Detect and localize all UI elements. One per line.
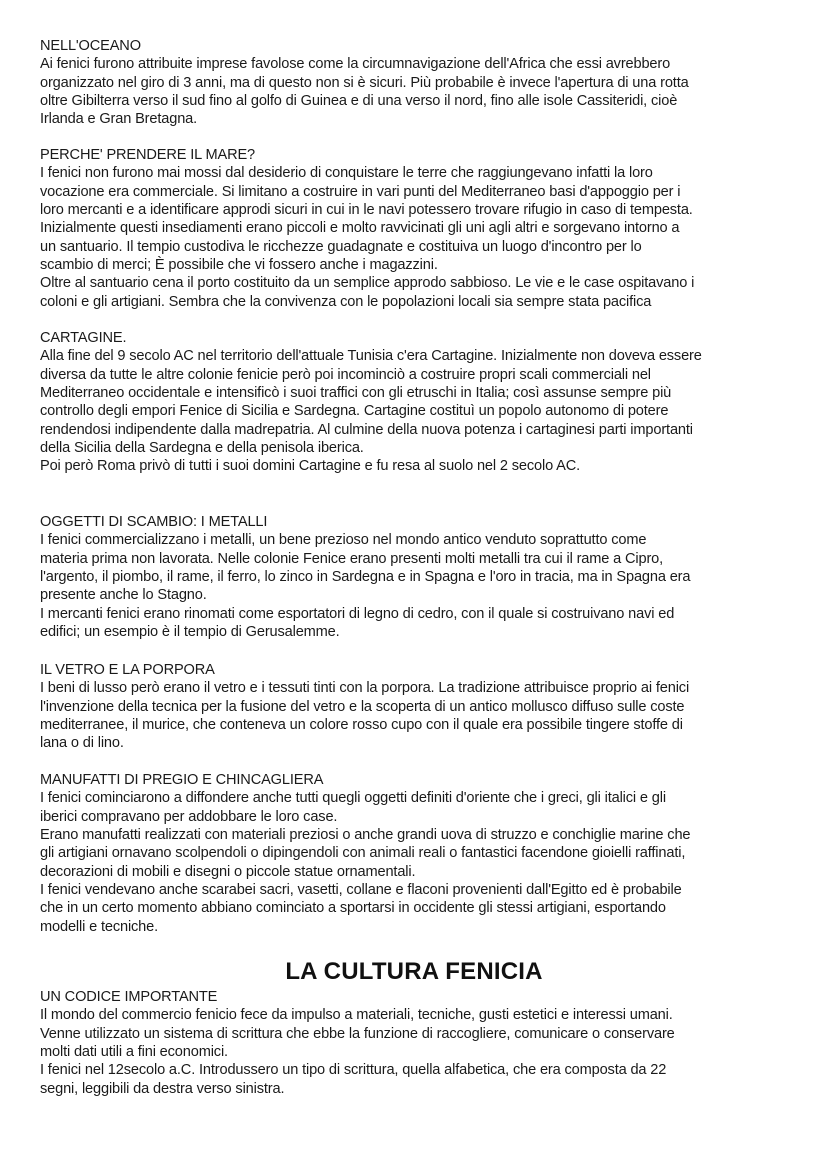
- section-perche-prendere-il-mare: [40, 146, 810, 311]
- section-heading: PERCHE' PRENDERE IL MARE?: [40, 147, 256, 163]
- paragraph-line: oltre Gibilterra verso il sud fino al golfo di Guinea e di una verso il nord, fino alle isole Cassiteridi, cioè: [40, 93, 678, 110]
- paragraph-line: l'argento, il piombo, il rame, il ferro, lo zinco in Sardegna e in Spagna e l'oro in tracia, ma in Spagna era: [40, 569, 691, 586]
- paragraph-line: I fenici cominciarono a diffondere anche tutti quegli oggetti definiti d'oriente che i greci, gli italici e gli: [40, 790, 666, 807]
- paragraph-line: controllo degli empori Fenice di Sicilia e Sardegna. Cartagine costituì un popolo autonomo di potere: [40, 403, 669, 420]
- paragraph-line: I beni di lusso però erano il vetro e i tessuti tinti con la porpora. La tradizione attribuisce proprio ai fenici: [40, 680, 690, 697]
- paragraph-line: Irlanda e Gran Bretagna.: [40, 111, 198, 128]
- paragraph-line: Il mondo del commercio fenicio fece da impulso a materiali, tecniche, gusti estetici e interessi umani.: [40, 1007, 673, 1024]
- paragraph-line: loro mercanti e a identificare approdi sicuri in cui in le navi potessero trovare rifugio in caso di tempesta.: [40, 202, 693, 219]
- paragraph-line: Ai fenici furono attribuite imprese favolose come la circumnavigazione dell'Africa che essi avrebbero: [40, 56, 671, 73]
- paragraph-line: diversa da tutte le altre colonie fenicie però poi incominciò a costruire propri scali commerciali nel: [40, 366, 651, 383]
- section-oggetti-di-scambio: [40, 513, 810, 641]
- paragraph-line: iberici compravano per addobbare le loro case.: [40, 808, 338, 825]
- section-nell-oceano: [40, 37, 810, 129]
- paragraph-line: che in un certo momento abbiano cominciato a sportarsi in occidente gli stessi artigiani, esportando: [40, 900, 666, 917]
- paragraph-line: Alla fine del 9 secolo AC nel territorio dell'attuale Tunisia c'era Cartagine. Inizialmente non doveva essere: [40, 348, 702, 365]
- main-title: LA CULTURA FENICIA: [285, 958, 543, 985]
- paragraph-line: segni, leggibili da destra verso sinistra.: [40, 1080, 285, 1097]
- paragraph-line: Poi però Roma privò di tutti i suoi domini Cartagine e fu resa al suolo nel 2 secolo AC.: [40, 458, 581, 475]
- paragraph-line: Oltre al santuario cena il porto costituito da un semplice approdo sabbioso. Le vie e le case ospitavano i: [40, 275, 695, 292]
- paragraph-line: della Sicilia della Sardegna e della penisola iberica.: [40, 440, 364, 457]
- section-heading: MANUFATTI DI PREGIO E CHINCAGLIERA: [40, 772, 324, 788]
- section-heading: NELL'OCEANO: [40, 38, 141, 54]
- paragraph-line: scambio di merci; È possibile che vi fossero anche i magazzini.: [40, 257, 438, 274]
- paragraph-line: coloni e gli artigiani. Sembra che la convivenza con le popolazioni locali sia sempre stata pacifica: [40, 293, 652, 310]
- paragraph-line: molti dati utili a fini economici.: [40, 1044, 228, 1061]
- paragraph-line: decorazioni di mobili e disegni o piccole statue ornamentali.: [40, 863, 416, 880]
- paragraph-line: rendendosi indipendente dalla madrepatria. Al culmine della nuova potenza i cartaginesi parti importanti: [40, 421, 693, 438]
- paragraph-line: Inizialmente questi insediamenti erano piccoli e molto ravvicinati gli uni agli altri e sorgevano intorno a: [40, 220, 680, 237]
- paragraph-line: Venne utilizzato un sistema di scrittura che ebbe la funzione di raccogliere, comunicare o conservare: [40, 1025, 675, 1042]
- paragraph-line: Erano manufatti realizzati con materiali preziosi o anche grandi uova di struzzo e conchiglie marine che: [40, 827, 691, 844]
- paragraph-line: l'invenzione della tecnica per la fusione del vetro e la scoperta di un antico mollusco diffuso sulle coste: [40, 698, 685, 715]
- paragraph-line: I fenici vendevano anche scarabei sacri, vasetti, collane e flaconi provenienti dall'Egitto ed è probabile: [40, 882, 682, 899]
- paragraph-line: I fenici nel 12secolo a.C. Introdussero un tipo di scrittura, quella alfabetica, che era composta da 22: [40, 1062, 667, 1079]
- paragraph-line: lana o di lino.: [40, 735, 124, 752]
- paragraph-line: vocazione era commerciale. Si limitano a costruire in vari punti del Mediterraneo basi d'appoggio per i: [40, 183, 681, 200]
- section-vetro-porpora: [40, 661, 810, 753]
- section-manufatti: [40, 771, 810, 936]
- paragraph-line: I fenici non furono mai mossi dal desiderio di conquistare le terre che raggiungevano infatti la loro: [40, 165, 653, 182]
- paragraph-line: I fenici commercializzano i metalli, un bene prezioso nel mondo antico venduto soprattutto come: [40, 532, 647, 549]
- section-heading: OGGETTI DI SCAMBIO: I METALLI: [40, 514, 268, 530]
- paragraph-line: Mediterraneo occidentale e intensificò i suoi traffici con gli etruschi in Italia; così assunse sempre più: [40, 385, 672, 402]
- paragraph-line: I mercanti fenici erano rinomati come esportatori di legno di cedro, con il quale si costruivano navi ed: [40, 605, 675, 622]
- paragraph-line: gli artigiani ornavano scolpendoli o dipingendoli con animali reali o fantastici facendone gioielli raffinati,: [40, 845, 686, 862]
- section-heading: CARTAGINE.: [40, 330, 127, 346]
- paragraph-line: organizzato nel giro di 3 anni, ma di questo non si è sicuri. Più probabile è invece l'apertura di una rotta: [40, 74, 689, 91]
- paragraph-line: materia prima non lavorata. Nelle colonie Fenice erano presenti molti metalli tra cui il rame a Cipro,: [40, 550, 664, 567]
- paragraph-line: un santuario. Il tempio custodiva le ricchezze guadagnate e costituiva un luogo d'incontro per lo: [40, 238, 642, 255]
- section-heading: IL VETRO E LA PORPORA: [40, 662, 215, 678]
- paragraph-line: edifici; un esempio è il tempio di Gerusalemme.: [40, 624, 340, 641]
- section-un-codice-importante: [40, 988, 810, 1098]
- section-cartagine: [40, 329, 810, 476]
- section-heading: UN CODICE IMPORTANTE: [40, 989, 218, 1005]
- paragraph-line: mediterranee, il murice, che conteneva un colore rosso cupo con il quale era possibile tingere stoffe di: [40, 717, 683, 734]
- paragraph-line: presente anche lo Stagno.: [40, 587, 207, 604]
- paragraph-line: modelli e tecniche.: [40, 918, 159, 935]
